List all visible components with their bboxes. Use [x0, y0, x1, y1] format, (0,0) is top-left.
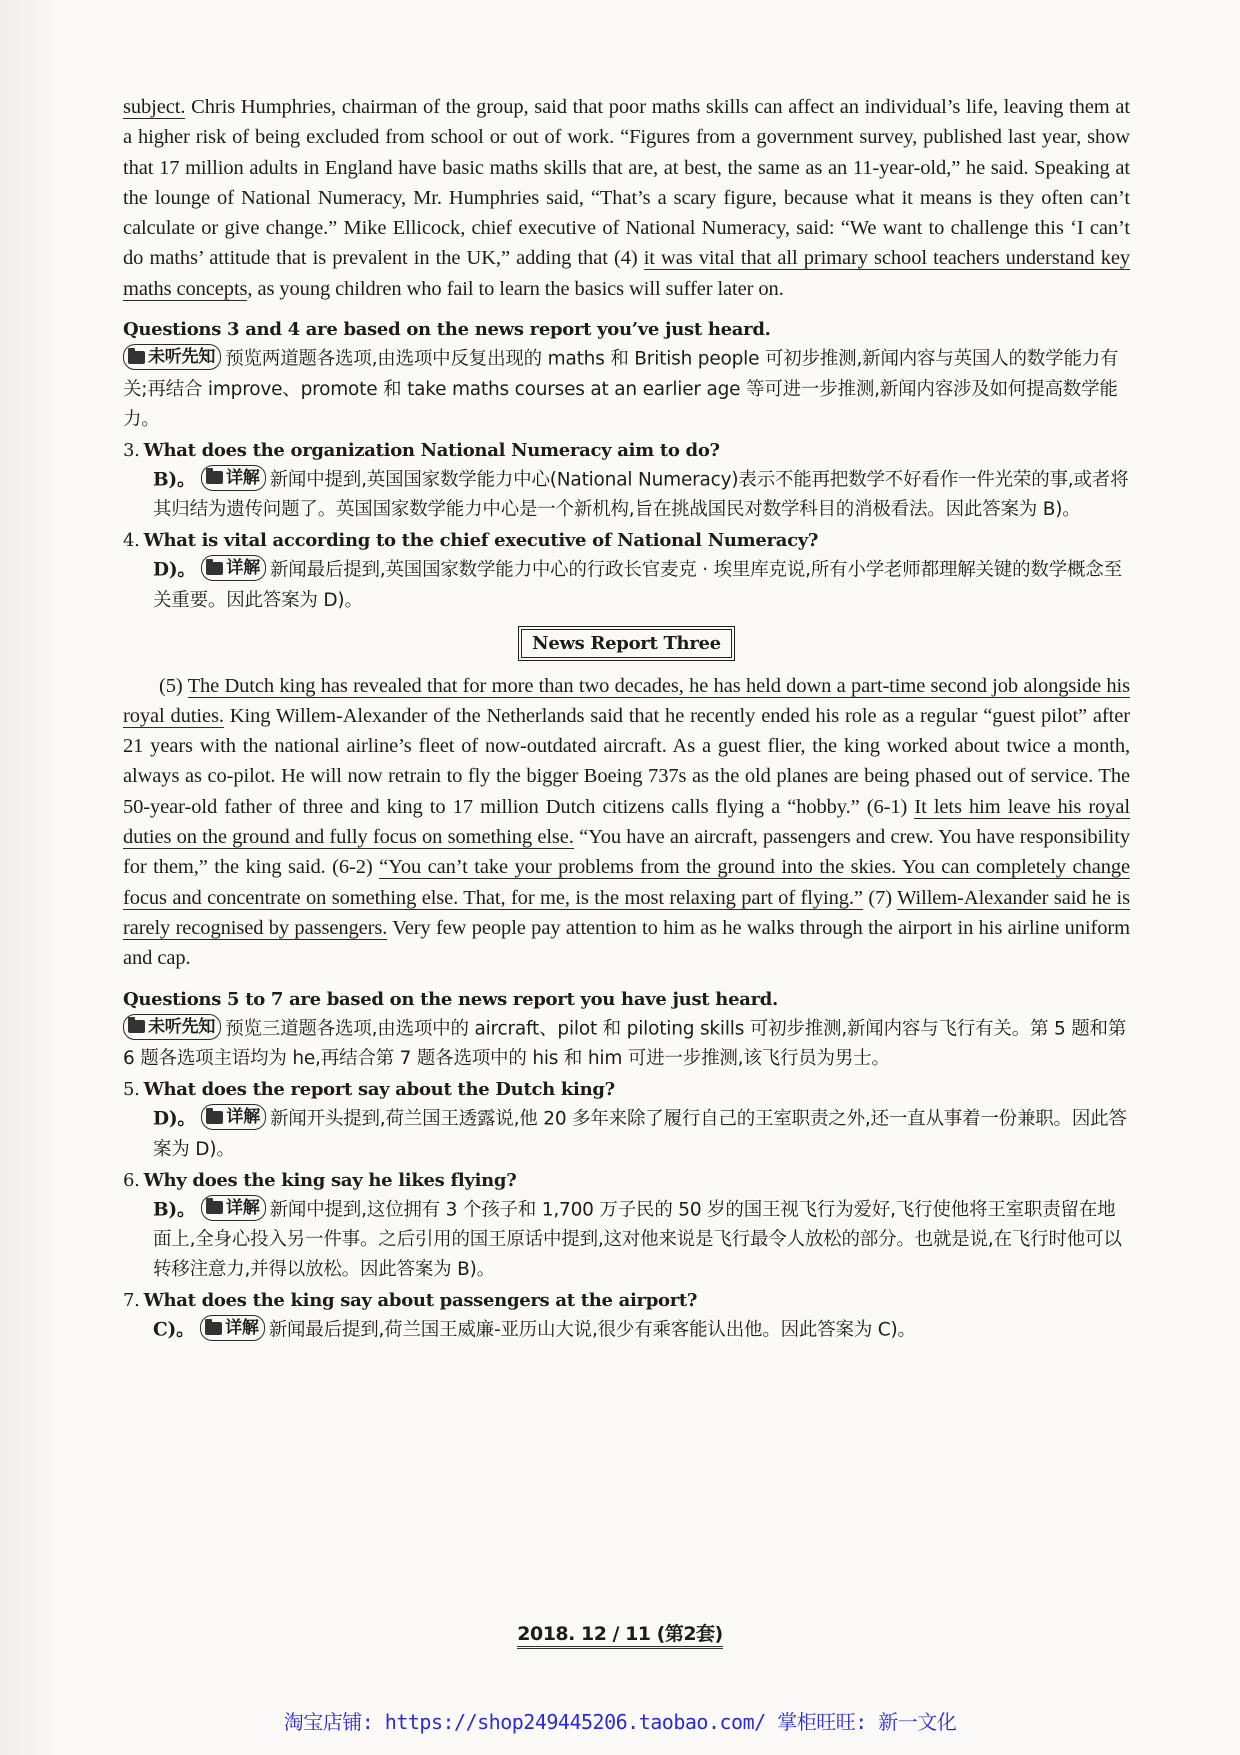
underlined-key-sentence: The Dutch king has revealed that for more than two decades, he has held down a part-time second job alongside his royal duties.: [123, 674, 1130, 727]
explanation-text: 新闻中提到,这位拥有 3 个孩子和 1,700 万子民的 50 岁的国王视飞行为爱好,飞行使他将王室职责留在地面上,全身心投入另一件事。之后引用的国王原话中提到,这对他来说是飞行最令人放松的部分。也就是说,在飞行时他可以转移注意力,并得以放松。因此答案为 B)。: [153, 1199, 1122, 1281]
transcript-text: Very few people pay attention to him as he walks through the airport in his airline uniform and cap.: [123, 916, 1131, 970]
explanation-text: 新闻最后提到,荷兰国王威廉-亚历山大说,很少有乘客能认出他。因此答案为 C)。: [268, 1319, 916, 1341]
transcript-text: King Willem-Alexander of the Netherlands said that he recently ended his role as a regular “guest pilot” after 21 years with the national airline’s fleet of now-outdated aircraft. As a guest flier, the king worked about twice a month, always as co-pilot. He will now retrain to fly the bigger Boeing 737s as the old planes are being phased out of service. The 50-year-old father of three and king to 17 million Dutch citizens calls flying a “hobby.” (6-1): [123, 704, 1130, 818]
answer-letter: B)。: [153, 469, 196, 491]
transcript-text: “You have an aircraft, passengers and crew. You have responsibility for them,” the king said. (6-2): [123, 826, 1130, 879]
question-number: 4.: [123, 530, 140, 552]
answer-explanation: [123, 1315, 1130, 1346]
report3-transcript: [123, 671, 1130, 974]
question-7: [123, 1287, 1130, 1346]
underlined-key-sentence: subject.: [123, 96, 186, 118]
questions-5-7-heading: Questions 5 to 7 are based on the news report you have just heard.: [123, 988, 779, 1010]
explanation-text: 新闻中提到,英国国家数学能力中心(National Numeracy)表示不能再把数学不好看作一件光荣的事,或者将其归结为遗传问题了。英国国家数学能力中心是一个新机构,旨在挑战国民对数学科目的消极看法。因此答案为 B)。: [153, 469, 1129, 521]
preview-note-q5-7: [123, 1014, 1130, 1075]
footer-date-label: 2018. 12 / 11 (第2套): [517, 1623, 722, 1649]
question-4: [123, 527, 1130, 616]
explanation-text: 新闻最后提到,英国国家数学能力中心的行政长官麦克 · 埃里库克说,所有小学老师都理解关键的数学概念至关重要。因此答案为 D)。: [153, 559, 1122, 611]
badge-label: 未听先知: [148, 347, 216, 368]
folder-icon: [205, 1322, 222, 1335]
question-3: [123, 437, 1130, 526]
underlined-key-sentence: “You can’t take your problems from the ground into the skies. You can completely change focus and concentrate on something else. That, for me, is the most relaxing part of flying.”: [123, 856, 1130, 909]
section-title-wrap: [123, 626, 1130, 661]
folder-icon: [206, 562, 223, 575]
questions-3-4-heading: Questions 3 and 4 are based on the news report you’ve just heard.: [123, 319, 771, 341]
question-number: 7.: [123, 1290, 140, 1312]
question-text: What does the report say about the Dutch king?: [143, 1079, 615, 1101]
badge-label: 详解: [225, 467, 260, 488]
transcript-text: Chris Humphries, chairman of the group, said that poor maths skills can affect an individual’s life, leaving them at a higher risk of being excluded from school or out of work. “Figures from a government survey, published last year, show that 17 million adults in England have basic maths skills that are, at best, the same as an 11-year-old,” he said. Speaking at the lounge of National Numeracy, Mr. Humphries said, “That’s a scary figure, because what it means is they often can’t calculate or give change.” Mike Ellicock, chief executive of National Numeracy, said: “We want to challenge this ‘I can’t do maths’ attitude that is prevalent in the UK,” adding that (4): [123, 96, 1130, 270]
explain-badge: [201, 465, 266, 491]
folder-icon: [128, 1020, 145, 1033]
question-number: 5.: [123, 1079, 140, 1101]
badge-label: 详解: [225, 1197, 260, 1218]
question-text: What does the organization National Numeracy aim to do?: [143, 439, 720, 461]
badge-label: 未听先知: [148, 1016, 216, 1037]
answer-letter: C)。: [153, 1319, 195, 1341]
question-number: 3.: [123, 439, 140, 461]
answer-letter: D)。: [153, 1108, 196, 1130]
underlined-key-sentence: it was vital that all primary school teachers understand key maths concepts: [123, 247, 1130, 300]
question-text: Why does the king say he likes flying?: [143, 1169, 517, 1191]
news-report-three-title: [518, 626, 735, 661]
question-5: [123, 1076, 1130, 1165]
answer-explanation: [123, 465, 1130, 526]
underlined-key-sentence: Willem-Alexander said he is rarely recognised by passengers.: [123, 886, 1130, 939]
answer-letter: D)。: [153, 559, 196, 581]
preview-note-q3-4: [123, 344, 1130, 435]
page-edge-shadow: [0, 0, 60, 1755]
folder-icon: [206, 471, 223, 484]
preview-badge: [123, 1014, 221, 1040]
explain-badge: [200, 1315, 265, 1341]
page-content: [123, 92, 1130, 1346]
badge-label: 详解: [226, 1107, 260, 1128]
report2-transcript-tail: [123, 92, 1130, 304]
badge-label: 详解: [225, 1318, 259, 1339]
answer-explanation: [123, 1104, 1130, 1165]
preview-text: 预览三道题各选项,由选项中的 aircraft、pilot 和 piloting skills 可初步推测,新闻内容与飞行有关。第 5 题和第 6 题各选项主语均为 he,再结合第 7 题各选项中的 his 和 him 可进一步推测,该飞行员为男士。: [123, 1018, 1127, 1070]
explanation-text: 新闻开头提到,荷兰国王透露说,他 20 多年来除了履行自己的王室职责之外,还一直从事着一份兼职。因此答案为 D)。: [153, 1108, 1127, 1160]
shop-watermark: 淘宝店铺: https://shop249445206.taobao.com/ 掌柜旺旺: 新一文化: [283, 1710, 957, 1734]
folder-icon: [128, 351, 145, 364]
underlined-key-sentence: It lets him leave his royal duties on the ground and fully focus on something else.: [123, 795, 1130, 849]
explain-badge: [201, 555, 266, 581]
page-footer-date: [0, 1619, 1240, 1646]
preview-text: 预览两道题各选项,由选项中反复出现的 maths 和 British people 可初步推测,新闻内容与英国人的数学能力有关;再结合 improve、promote 和 take maths courses at an earlier age 等可进一步推测,新闻内容涉及如何提高数学能力。: [123, 348, 1119, 430]
section-title-text: News Report Three: [521, 629, 732, 658]
transcript-text: (5): [159, 674, 188, 697]
question-text: What does the king say about passengers at the airport?: [143, 1290, 698, 1312]
badge-label: 详解: [226, 558, 260, 579]
answer-letter: B)。: [153, 1199, 196, 1221]
question-number: 6.: [123, 1169, 140, 1191]
answer-explanation: [123, 1195, 1130, 1286]
folder-icon: [206, 1111, 223, 1124]
preview-badge: [123, 344, 221, 370]
transcript-text: (7): [862, 886, 898, 909]
question-text: What is vital according to the chief executive of National Numeracy?: [143, 530, 819, 552]
explain-badge: [201, 1195, 266, 1221]
folder-icon: [206, 1201, 223, 1214]
answer-explanation: [123, 555, 1130, 616]
transcript-text: , as young children who fail to learn the basics will suffer later on.: [247, 277, 784, 300]
explain-badge: [201, 1104, 266, 1130]
question-6: [123, 1167, 1130, 1286]
